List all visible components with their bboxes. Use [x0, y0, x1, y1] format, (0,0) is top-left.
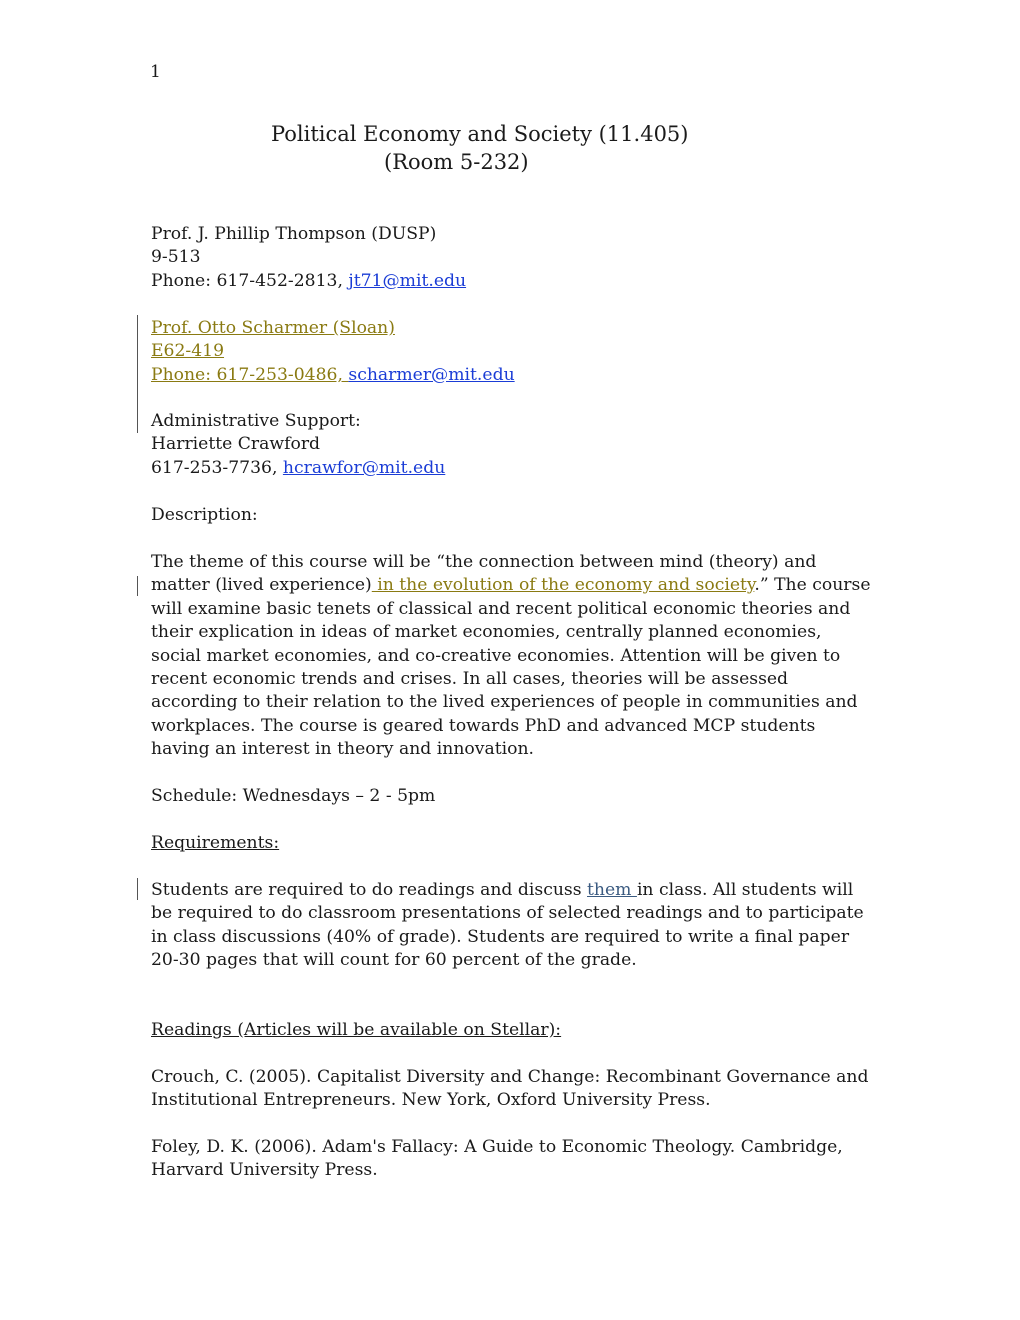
instructor-2-email-link[interactable]: scharmer@mit.edu — [348, 364, 515, 385]
change-bar — [137, 878, 138, 900]
schedule: Schedule: Wednesdays – 2 - 5pm — [151, 786, 436, 806]
course-room: (Room 5-232) — [384, 150, 529, 174]
readings-heading — [151, 1019, 871, 1042]
instructor-2-phone: Phone: 617-253-0486, — [151, 364, 349, 385]
requirements-label: Requirements: — [151, 833, 280, 853]
instructor-2-office: E62-419 — [151, 341, 225, 362]
admin-phone-line — [151, 457, 871, 480]
reading-item: Foley, D. K. (2006). Adam's Fallacy: A Guide to Economic Theology. Cambridge, Harvard University Press. — [151, 1137, 843, 1181]
requirements-paragraph — [151, 879, 871, 973]
requirements-heading — [151, 832, 871, 855]
reading-item: Crouch, C. (2005). Capitalist Diversity and Change: Recombinant Governance and Institutional Entrepreneurs. New York, Oxford University Press. — [151, 1067, 869, 1111]
instructor-1-block — [151, 223, 871, 293]
course-title: Political Economy and Society (11.405) — [271, 122, 689, 146]
description-tracked-insert: in the evolution of the economy and society — [371, 575, 755, 596]
instructor-1-office: 9-513 — [151, 247, 201, 268]
requirements-text-2: in class. All students will be required to do classroom presentations of selected readings and to participate in class discussions (40% of grade). Students are required to write a final paper 20-30 pages that will count for 60 percent of the grade. — [151, 880, 864, 971]
change-bar — [137, 576, 138, 596]
description-text-1: The theme of this course will be “the connection between mind (theory) and matter (lived experience) — [151, 552, 817, 596]
instructor-1-phone-line — [151, 270, 871, 293]
admin-support-block — [151, 410, 871, 480]
instructor-1-email-link[interactable]: jt71@mit.edu — [348, 270, 467, 291]
instructor-1-phone: Phone: 617-452-2813, — [151, 270, 349, 291]
description-label: Description: — [151, 505, 258, 525]
admin-email-link[interactable]: hcrawfor@mit.edu — [282, 457, 446, 478]
change-bar — [137, 315, 138, 433]
instructor-2-phone-line — [151, 364, 871, 387]
description-text-2: .” The course will examine basic tenets of classical and recent political economic theories and their explication in ideas of market economies, centrally planned economies, social market economies, and co-creative economies. Attention will be given to recent economic trends and crises. In all cases, theories will be assessed according to their relation to the lived experiences of people in communities and workplaces. The course is geared towards PhD and advanced MCP students having an interest in theory and innovation. — [151, 575, 871, 760]
description-paragraph — [151, 551, 871, 762]
readings-label: Readings (Articles will be available on Stellar): — [151, 1020, 562, 1040]
page-number: 1 — [150, 62, 161, 82]
requirements-text-1: Students are required to do readings and discuss — [151, 880, 588, 900]
instructor-2-block — [151, 317, 871, 387]
admin-label: Administrative Support: — [151, 411, 361, 431]
instructor-2-name: Prof. Otto Scharmer (Sloan) — [151, 318, 395, 338]
instructor-1-name: Prof. J. Phillip Thompson (DUSP) — [151, 224, 437, 244]
admin-phone: 617-253-7736, — [151, 457, 283, 478]
admin-name: Harriette Crawford — [151, 434, 321, 455]
requirements-tracked-insert: them — [587, 880, 637, 900]
